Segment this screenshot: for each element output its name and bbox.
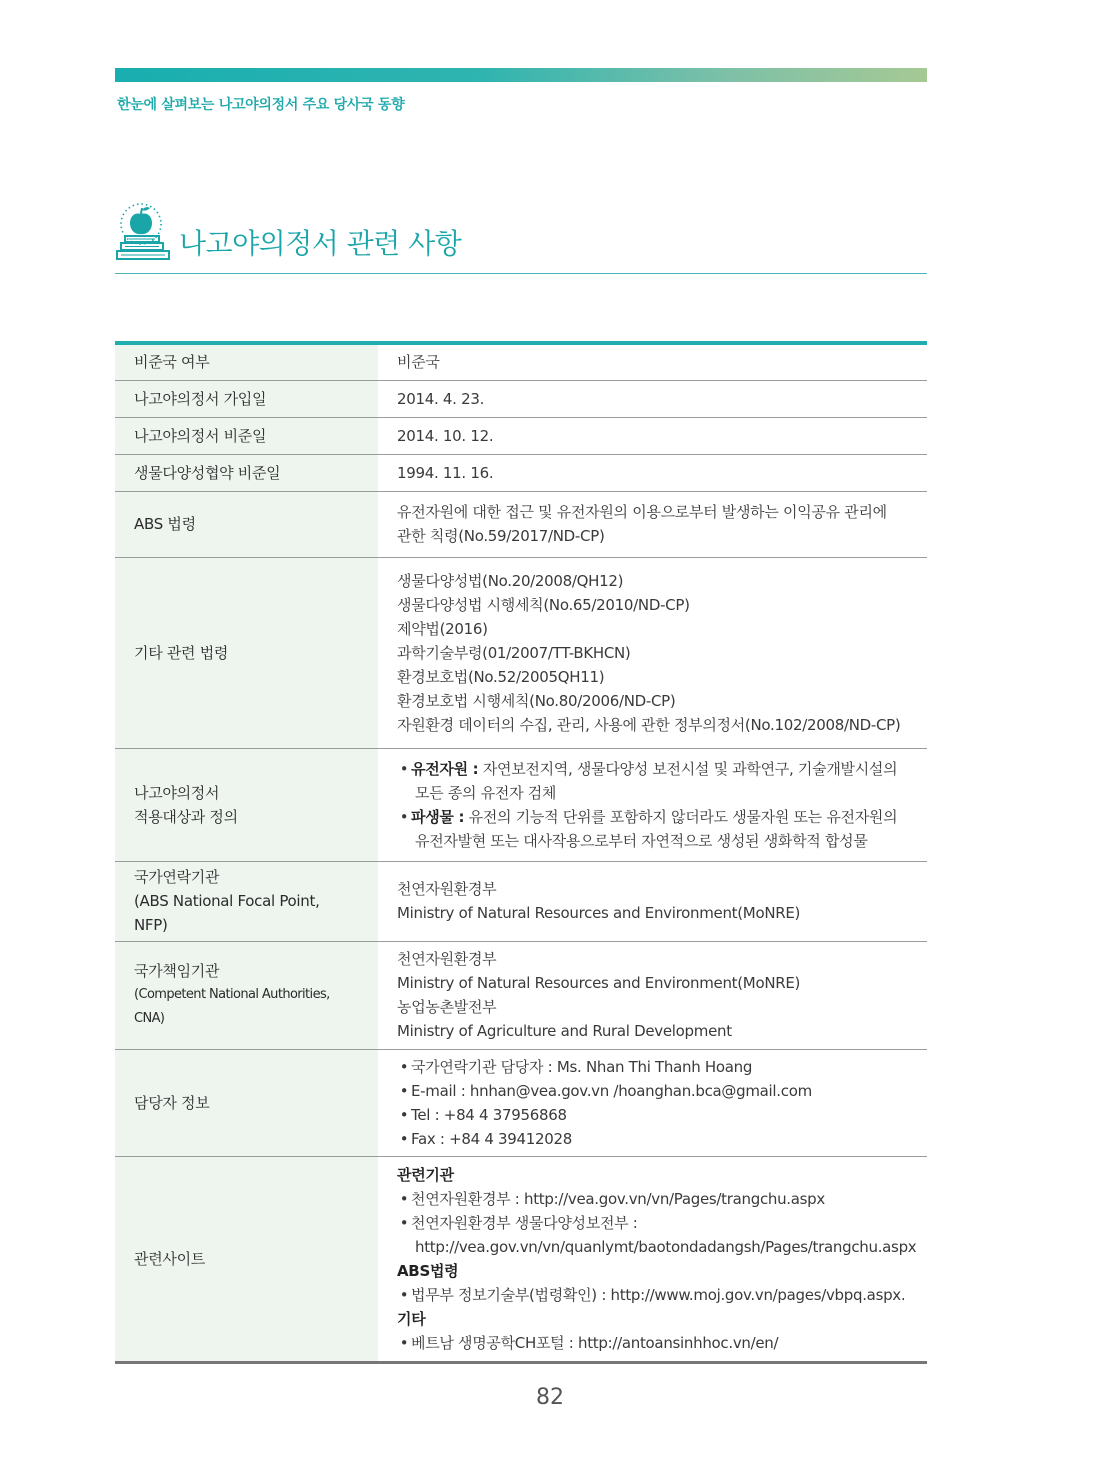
table-row xyxy=(115,748,927,861)
law-item: 환경보호법(No.52/2005QH11) xyxy=(397,667,605,686)
top-color-bar xyxy=(115,68,927,82)
row-label: 관련사이트 xyxy=(115,1156,378,1362)
definition-continuation: 모든 종의 유전자 검체 xyxy=(415,783,557,802)
law-item: 생물다양성법(No.20/2008/QH12) xyxy=(397,571,624,590)
row-value: 천연자원환경부 Ministry of Natural Resources and Environment(MoNRE) xyxy=(378,861,927,941)
row-label: 나고야의정서 비준일 xyxy=(115,417,378,454)
apple-books-icon xyxy=(115,202,171,262)
site-item: • 베트남 생명공학CH포털 : http://antoansinhhoc.vn/en/ xyxy=(399,1333,779,1352)
row-label: 국가연락기관 (ABS National Focal Point, NFP) xyxy=(115,861,378,941)
row-value xyxy=(378,1156,927,1362)
law-item: 생물다양성법 시행세칙(No.65/2010/ND-CP) xyxy=(397,595,690,614)
table-row xyxy=(115,941,927,1049)
table-row xyxy=(115,380,927,417)
value-line: 관한 칙령(No.59/2017/ND-CP) xyxy=(397,527,605,545)
row-value xyxy=(378,491,927,557)
law-item: 제약법(2016) xyxy=(397,619,488,638)
site-group-heading: 기타 xyxy=(397,1309,426,1328)
contact-item: • 국가연락기관 담당자 : Ms. Nhan Thi Thanh Hoang xyxy=(399,1057,753,1076)
row-value xyxy=(378,1049,927,1156)
table-row xyxy=(115,454,927,491)
row-label: 담당자 정보 xyxy=(115,1049,378,1156)
table-row xyxy=(115,491,927,557)
row-value xyxy=(378,748,927,861)
page-number: 82 xyxy=(536,1385,564,1410)
contact-item: • E-mail : hnhan@vea.gov.vn /hoanghan.bca@gmail.com xyxy=(399,1081,812,1100)
running-head: 한눈에 살펴보는 나고야의정서 주요 당사국 동향 xyxy=(117,97,405,113)
row-label: 생물다양성협약 비준일 xyxy=(115,454,378,491)
row-label: ABS 법령 xyxy=(115,491,378,557)
law-item: 자원환경 데이터의 수집, 관리, 사용에 관한 정부의정서(No.102/2008/ND-CP) xyxy=(397,715,901,734)
row-value: 비준국 xyxy=(378,343,927,380)
definition-item: • 파생물 : 유전의 기능적 단위를 포함하지 않더라도 생물자원 또는 유전자원의 xyxy=(399,807,898,826)
site-group-heading: 관련기관 xyxy=(397,1165,454,1184)
table-row xyxy=(115,1156,927,1362)
definition-item: • 유전자원 : 자연보전지역, 생물다양성 보전시설 및 과학연구, 기술개발시설의 xyxy=(399,759,898,778)
contact-item: • Tel : +84 4 37956868 xyxy=(399,1105,567,1124)
row-value: 1994. 11. 16. xyxy=(378,454,927,491)
row-label: 비준국 여부 xyxy=(115,343,378,380)
site-item: • 천연자원환경부 : http://vea.gov.vn/vn/Pages/trangchu.aspx xyxy=(399,1189,825,1208)
table-row xyxy=(115,343,927,380)
site-url-continuation: http://vea.gov.vn/vn/quanlymt/baotondadangsh/Pages/trangchu.aspx xyxy=(415,1237,917,1256)
table-row xyxy=(115,557,927,748)
row-value: 2014. 10. 12. xyxy=(378,417,927,454)
site-item: • 법무부 정보기술부(법령확인) : http://www.moj.gov.vn/pages/vbpq.aspx. xyxy=(399,1285,906,1304)
row-label: 나고야의정서 적용대상과 정의 xyxy=(115,748,378,861)
definition-continuation: 유전자발현 또는 대사작용으로부터 자연적으로 생성된 생화학적 합성물 xyxy=(415,831,868,850)
row-label: 기타 관련 법령 xyxy=(115,557,378,748)
protocol-info-table xyxy=(115,341,927,1364)
law-item: 과학기술부령(01/2007/TT-BKHCN) xyxy=(397,643,631,662)
contact-item: • Fax : +84 4 39412028 xyxy=(399,1129,572,1148)
table-row xyxy=(115,1049,927,1156)
table-row xyxy=(115,417,927,454)
row-value: 2014. 4. 23. xyxy=(378,380,927,417)
section-header xyxy=(115,200,927,274)
site-group-heading: ABS법령 xyxy=(397,1261,459,1280)
value-line: 유전자원에 대한 접근 및 유전자원의 이용으로부터 발생하는 이익공유 관리에 xyxy=(397,503,887,521)
row-value xyxy=(378,557,927,748)
site-item: • 천연자원환경부 생물다양성보전부 : xyxy=(399,1213,638,1232)
table-row xyxy=(115,861,927,941)
law-item: 환경보호법 시행세칙(No.80/2006/ND-CP) xyxy=(397,691,676,710)
row-label: 국가책임기관 (Competent National Authorities, CNA) xyxy=(115,941,378,1049)
section-title: 나고야의정서 관련 사항 xyxy=(179,227,462,260)
row-label: 나고야의정서 가입일 xyxy=(115,380,378,417)
row-value: 천연자원환경부 Ministry of Natural Resources and Environment(MoNRE) 농업농촌발전부 Ministry of Agriculture and Rural Development xyxy=(378,941,927,1049)
